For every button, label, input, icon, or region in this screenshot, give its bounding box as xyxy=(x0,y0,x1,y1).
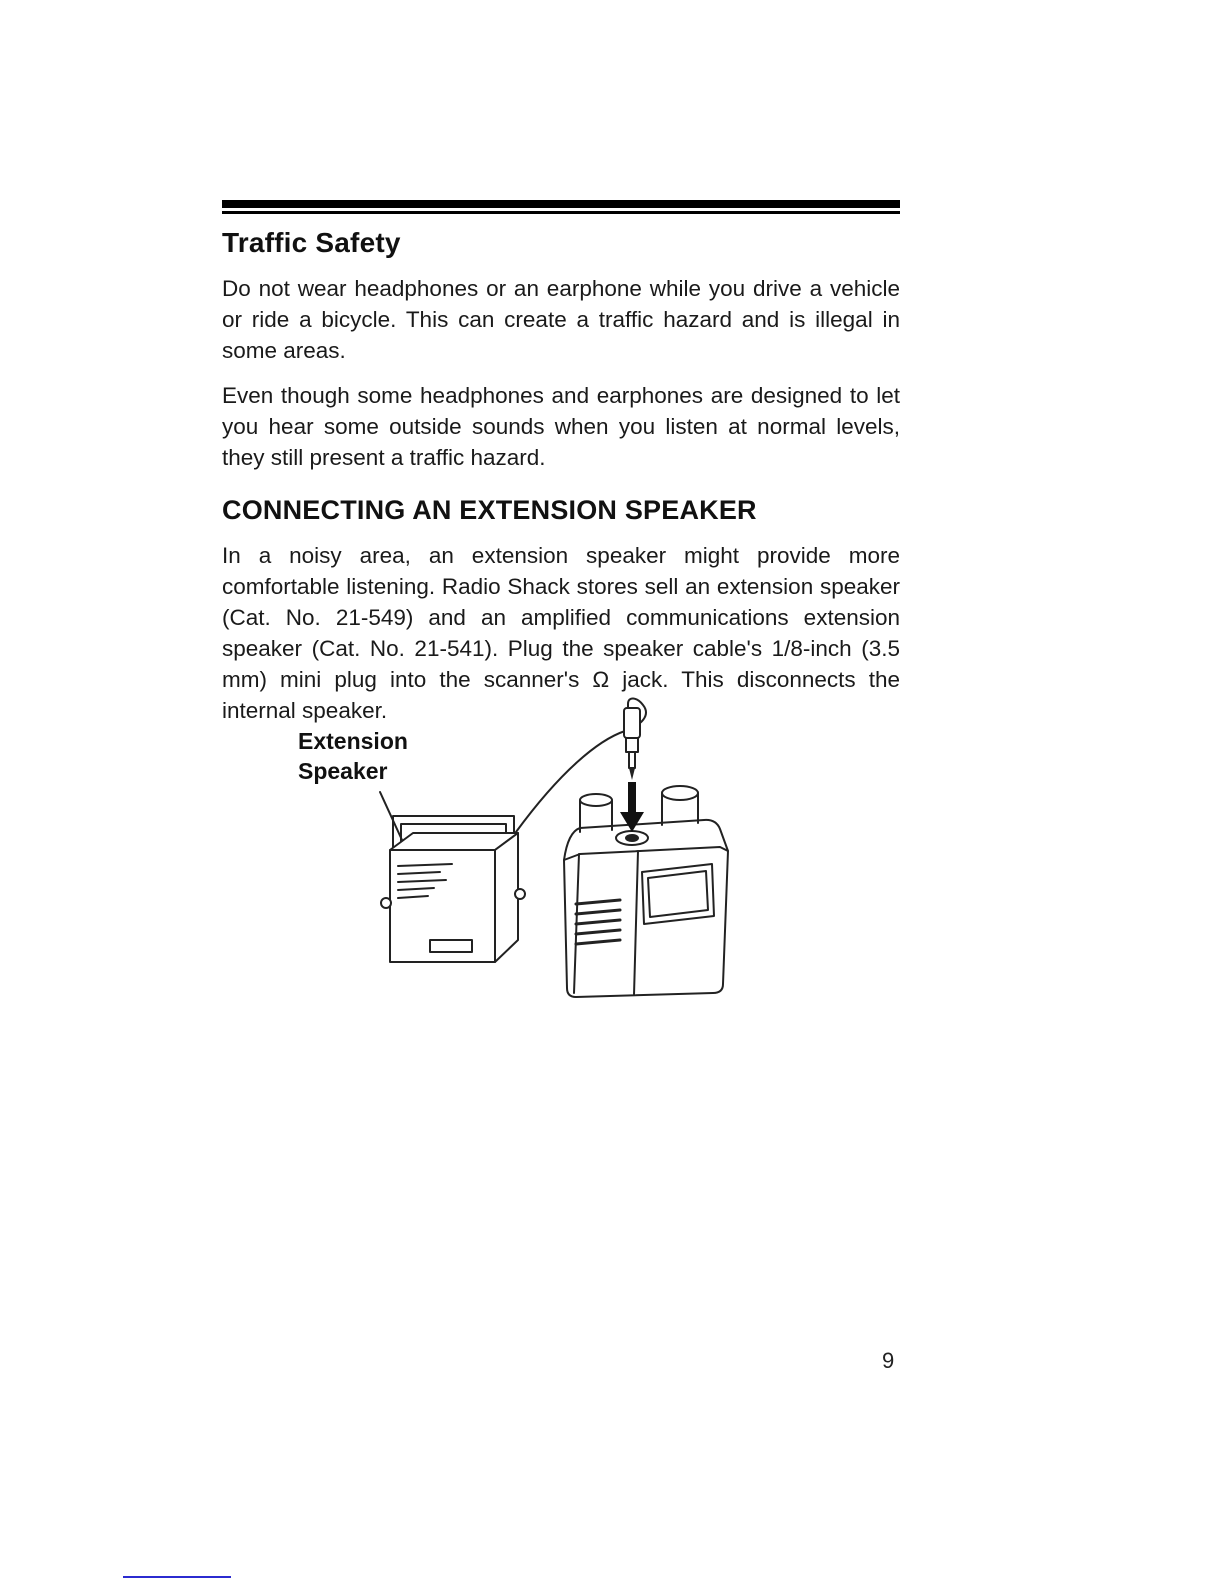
page-number: 9 xyxy=(882,1348,895,1373)
top-rule-thick xyxy=(222,200,900,208)
scanner-drawing xyxy=(564,786,728,997)
top-rule-thin xyxy=(222,211,900,214)
figure-label-line-1: Extension xyxy=(298,728,408,754)
footer-link-line xyxy=(123,1576,231,1578)
page-content xyxy=(222,200,900,726)
heading-connecting-extension-speaker: CONNECTING AN EXTENSION SPEAKER xyxy=(222,495,757,525)
extension-speaker-paragraph-1: In a noisy area, an extension speaker might provide more comfortable listening. Radio Shack stores sell an extension speaker (Cat. No. 21-549) and an amplified communications extension speaker (Cat. No. 21-541). Plug the speaker cable's 1/8-inch (3.5 mm) mini plug into the scanner's Ω jack. This disconnects the internal speaker. xyxy=(222,543,900,723)
extension-speaker-figure xyxy=(280,690,760,1020)
speaker-drawing xyxy=(381,816,525,962)
figure-label-line-2: Speaker xyxy=(298,758,388,784)
plug-drawing xyxy=(624,708,640,780)
traffic-safety-paragraph-1: Do not wear headphones or an earphone while you drive a vehicle or ride a bicycle. This can create a traffic hazard and is illegal in some areas. xyxy=(222,276,900,363)
heading-traffic-safety: Traffic Safety xyxy=(222,227,401,258)
traffic-safety-paragraph-2: Even though some headphones and earphones are designed to let you hear some outside sounds when you listen at normal levels, they still present a traffic hazard. xyxy=(222,383,900,470)
figure-label xyxy=(298,726,408,786)
